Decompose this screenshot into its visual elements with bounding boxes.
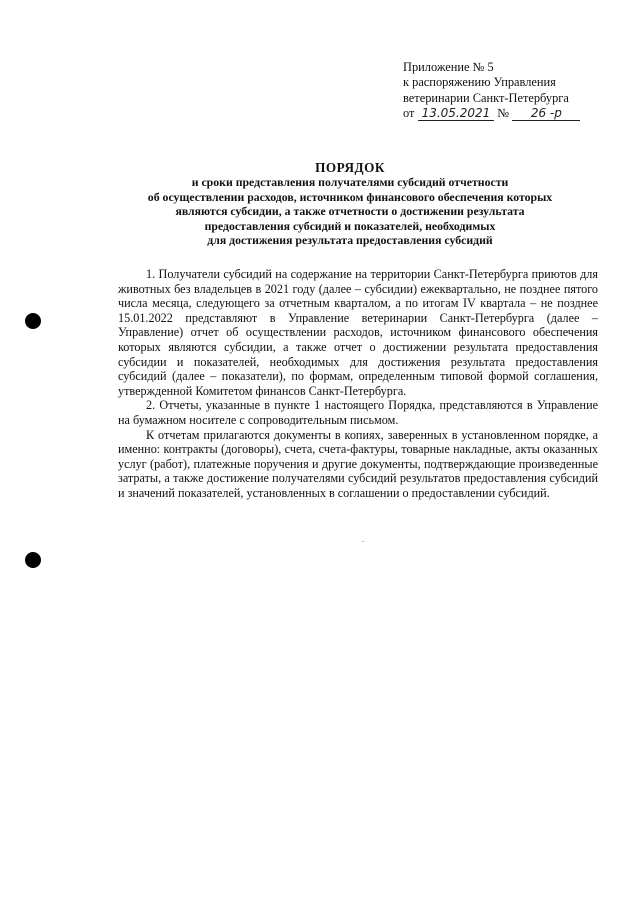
document-body (118, 267, 598, 501)
appendix-number: Приложение № 5 (403, 60, 494, 74)
title-line: и сроки представления получателями субсидий отчетности (191, 175, 509, 190)
appendix-authority: ветеринарии Санкт-Петербурга (403, 90, 569, 105)
punch-hole-mark (25, 313, 41, 329)
handwritten-date: 13.05.2021 (418, 107, 495, 121)
punch-hole-mark (25, 552, 41, 568)
body-paragraph: 2. Отчеты, указанные в пункте 1 настоящего Порядка, представляются в Управление на бумажном носителе с сопроводительным письмом. (118, 398, 598, 427)
title-line: являются субсидии, а также отчетности о достижении результата (175, 204, 525, 219)
appendix-date-line (403, 106, 613, 121)
title-line: предоставления субсидий и показателей, необходимых (204, 218, 496, 233)
document-title (100, 161, 600, 247)
body-paragraph: 1. Получатели субсидий на содержание на территории Санкт-Петербурга приютов для животных без владельцев в 2021 году (далее – субсидии) ежеквартально, не позднее пятого числа месяца, следующего за отчетным кварталом, а по итогам IV квартала – не позднее 15.01.2022 представляют в Управление ветеринарии Санкт-Петербурга (далее – Управление) отчет об осуществлении расходов, источником финансового обеспечения которых являются субсидии, а также отчет о достижении результата предоставления субсидии и показателей, необходимых для достижения результата предоставления субсидий (далее – показатели), по формам, определенным типовой формой соглашения, утвержденной Комитетом финансов Санкт-Петербурга. (118, 267, 598, 398)
appendix-header (403, 60, 613, 122)
title-line: для достижения результата предоставления субсидий (207, 233, 493, 248)
appendix-order-ref: к распоряжению Управления (403, 75, 556, 90)
body-paragraph: К отчетам прилагаются документы в копиях, заверенных в установленном порядке, а именно: контракты (договоры), счета, счета-фактуры, товарные накладные, акты оказанных услуг (работ), платежные поручения и другие документы, подтверждающие произведенные затраты, а также достижение получателями субсидий результатов предоставления субсидий и значений показателей, установленных в соглашении о предоставлении субсидий. (118, 427, 598, 500)
title-line: об осуществлении расходов, источником финансового обеспечения которых (147, 189, 553, 204)
title-main: ПОРЯДОК (315, 160, 385, 175)
number-prefix: № (497, 106, 510, 121)
handwritten-number: 26 -р (512, 107, 580, 121)
scan-speck (362, 541, 364, 542)
date-prefix: от (403, 106, 415, 121)
